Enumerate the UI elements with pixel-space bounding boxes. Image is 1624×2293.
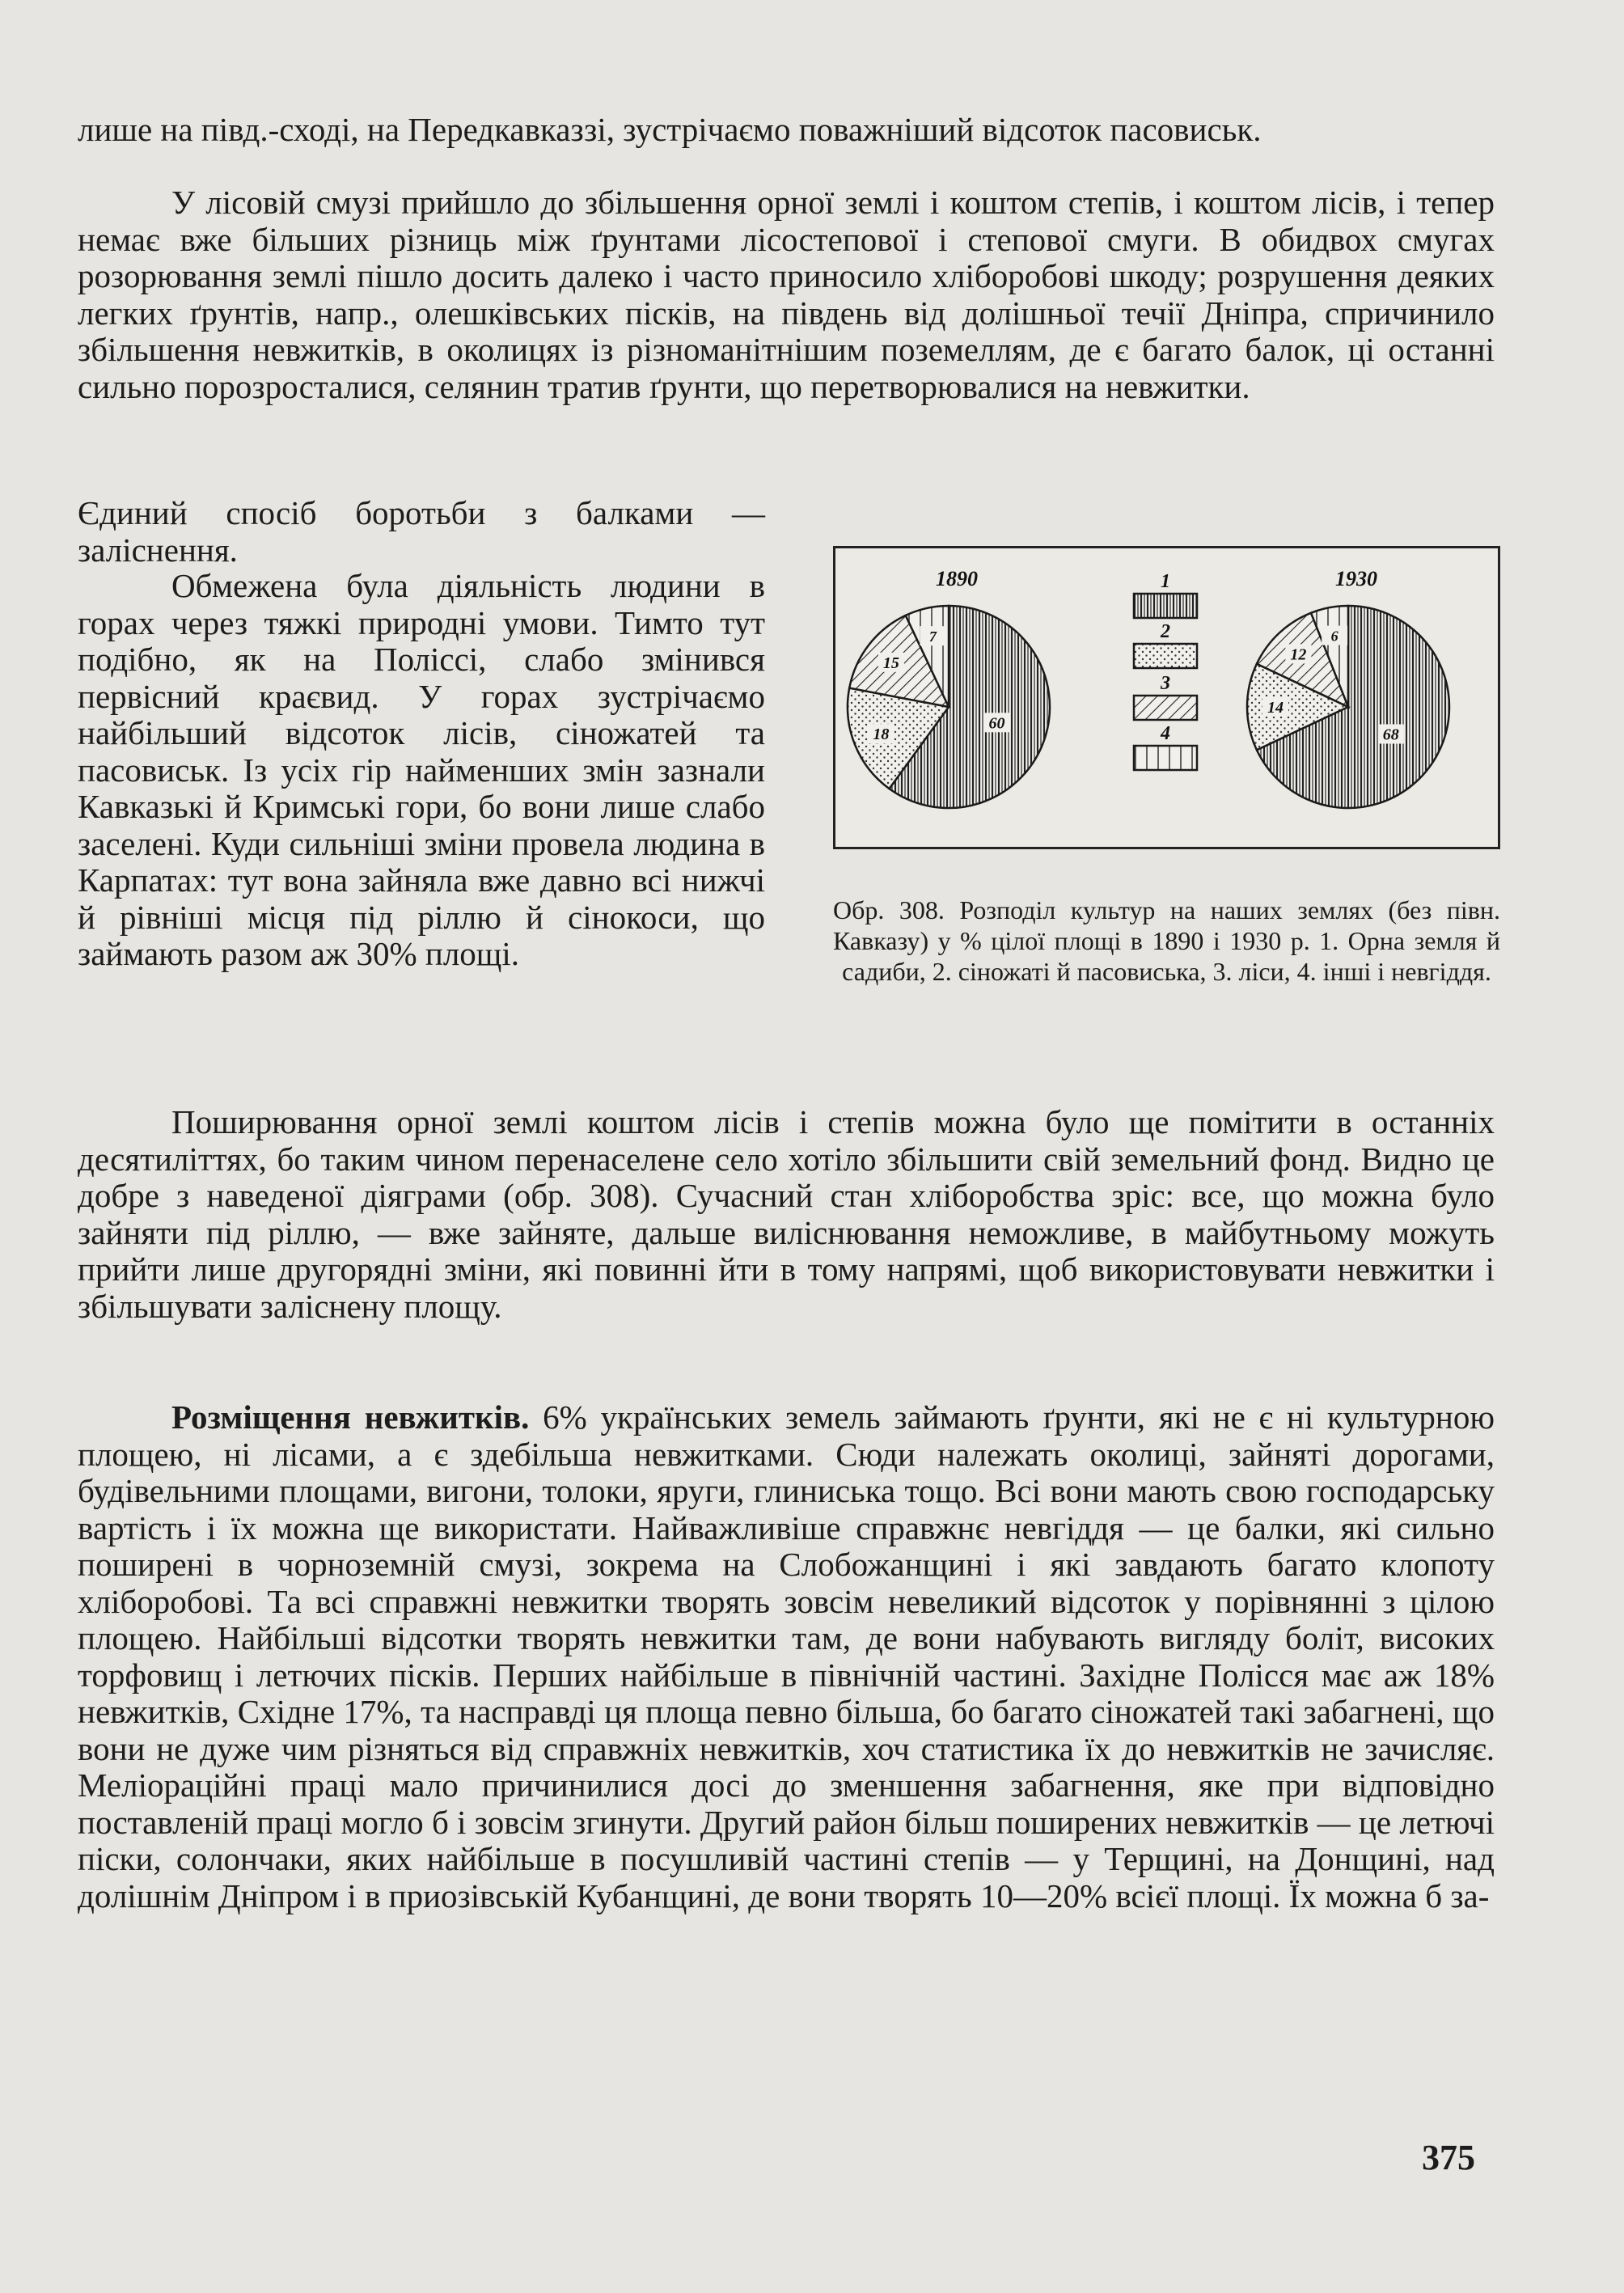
paragraph-1: лише на півд.-сході, на Передкавказзі, зустрічаємо поважніший відсоток пасовиськ. — [78, 111, 1262, 148]
paragraph-4: Обмежена була діяльність людини в горах через тяжкі природні умови. Тимто тут подібно, як на Поліссі, слабо змінився первісний краєвид. У горах зустрічаємо найбільший відсоток лісів, сіножатей та пасовиськ. Із усіх гір найменших змін зазнали Кавказькі й Кримські гори, бо вони лише слабо заселені. Куди сильніші зміни провела людина в Карпатах: тут вона зайняла вже давно всі нижчі й рівніші місця під ріллю й сінокоси, що займають разом аж 30% площі. — [78, 567, 765, 972]
paragraph-5: Поширювання орної землі коштом лісів і степів можна було ще помітити в останніх десятиліттях, бо таким чином перенаселене село хотіло збільшити свій земельний фонд. Видно це добре з наведеної діяграми (обр. 308). Сучасний стан хліборобства зріс: все, що можна було зайняти під ріллю, — вже зайняте, дальше виліснювання неможливе, в майбутньому можуть прийти лише другорядні зміни, які повинні йти в тому напрямі, щоб використовувати невжитки і збільшувати заліснену площу. — [78, 1103, 1495, 1325]
page-number: 375 — [1422, 2138, 1475, 2177]
legend-swatch-3 — [1134, 696, 1197, 720]
pie-1930-label-2: 14 — [1267, 699, 1284, 717]
section-run-heading: Розміщення невжитків. — [171, 1398, 530, 1436]
pie-1890-label-1: 60 — [988, 714, 1005, 733]
figure-frame — [833, 546, 1500, 849]
pie-1890-label-2: 18 — [873, 726, 890, 744]
paragraph-6-text: 6% українських земель займають ґрунти, які не є ні культурною площею, ні лісами, а є здебільша невжитками. Сюди належать околиці, зайняті дорогами, будівельними площами, вигони, толоки, яруги, глиниська тощо. Всі вони мають свою господарську вартість і їх можна ще використати. Найважливіше справжнє невгіддя — це балки, які сильно поширені в чорноземній смузі, зокрема на Слобожанщині і які завдають багато клопоту хліборобові. Та всі справжні невжитки творять зовсім невеликий відсоток у порівнянні з цілою площею. Найбільші відсотки творять невжитки там, де вони набувають вигляду боліт, високих торфовищ і летючих пісків. Перших найбільше в північній частині. Західне Полісся має аж 18% невжитків, Східне 17%, та насправді ця площа певно більша, бо багато сіножатей такі забагнені, що вони не дуже чим різняться від справжніх невжитків, хоч статистика їх до невжитків не зачисляє. Меліораційні праці мало причинилися досі до зменшення забагнення, яке при відповідно поставленій праці могло б і зовсім згинути. Другий район більш поширених невжитків — це летючі піски, солончаки, яких найбільше в посушливій частині степів — у Терщині, на Донщині, над долішнім Дніпром і в приозівській Кубанщині, де вони творять 10—20% всієї площі. Їх можна б за- — [78, 1398, 1495, 1914]
pie-1930-label-1: 68 — [1382, 726, 1399, 744]
pie-1930-label-4: 6 — [1330, 628, 1339, 645]
legend-number-1: 1 — [1161, 571, 1170, 592]
legend-number-3: 3 — [1161, 673, 1170, 694]
pie-title-1930: 1930 — [1335, 567, 1377, 590]
figure-308 — [833, 546, 1500, 987]
legend-number-4: 4 — [1161, 723, 1170, 744]
pie-diagram — [835, 548, 1498, 847]
legend-swatch-2 — [1134, 644, 1197, 668]
figure-caption: Обр. 308. Розподіл культур на наших землях (без півн. Кавказу) у % цілої площі в 1890 і 1930 р. 1. Орна земля й садиби, 2. сіножаті й пасовиська, 3. ліси, 4. інші і невгіддя. — [833, 895, 1500, 986]
pie-1930-label-3: 12 — [1290, 645, 1307, 664]
legend-swatch-4 — [1134, 746, 1197, 770]
pie-title-1890: 1890 — [936, 567, 978, 590]
pie-1890-label-4: 7 — [928, 628, 937, 645]
paragraph-2: У лісовій смузі прийшло до збільшення орної землі і коштом степів, і коштом лісів, і тепер немає вже більших різниць між ґрунтами лісостепової і степової смуги. В обидвох смугах розорювання землі пішло досить далеко і часто приносило хліборобові шкоду; розрушення деяких легких ґрунтів, напр., олешківських пісків, на південь від долішньої течії Дніпра, спричинило збільшення невжитків, в околицях із різноманітнішим поземеллям, де є багато балок, ці останні сильно порозросталися, селянин тратив ґрунти, що перетворювалися на невжитки. — [78, 184, 1495, 405]
paragraph-3: Єдиний спосіб боротьби з балками — заліснення. — [78, 494, 765, 569]
legend-number-2: 2 — [1161, 621, 1170, 642]
legend-swatch-1 — [1134, 594, 1197, 618]
paragraph-6 — [78, 1399, 1495, 1914]
pie-1890-label-3: 15 — [882, 654, 899, 672]
